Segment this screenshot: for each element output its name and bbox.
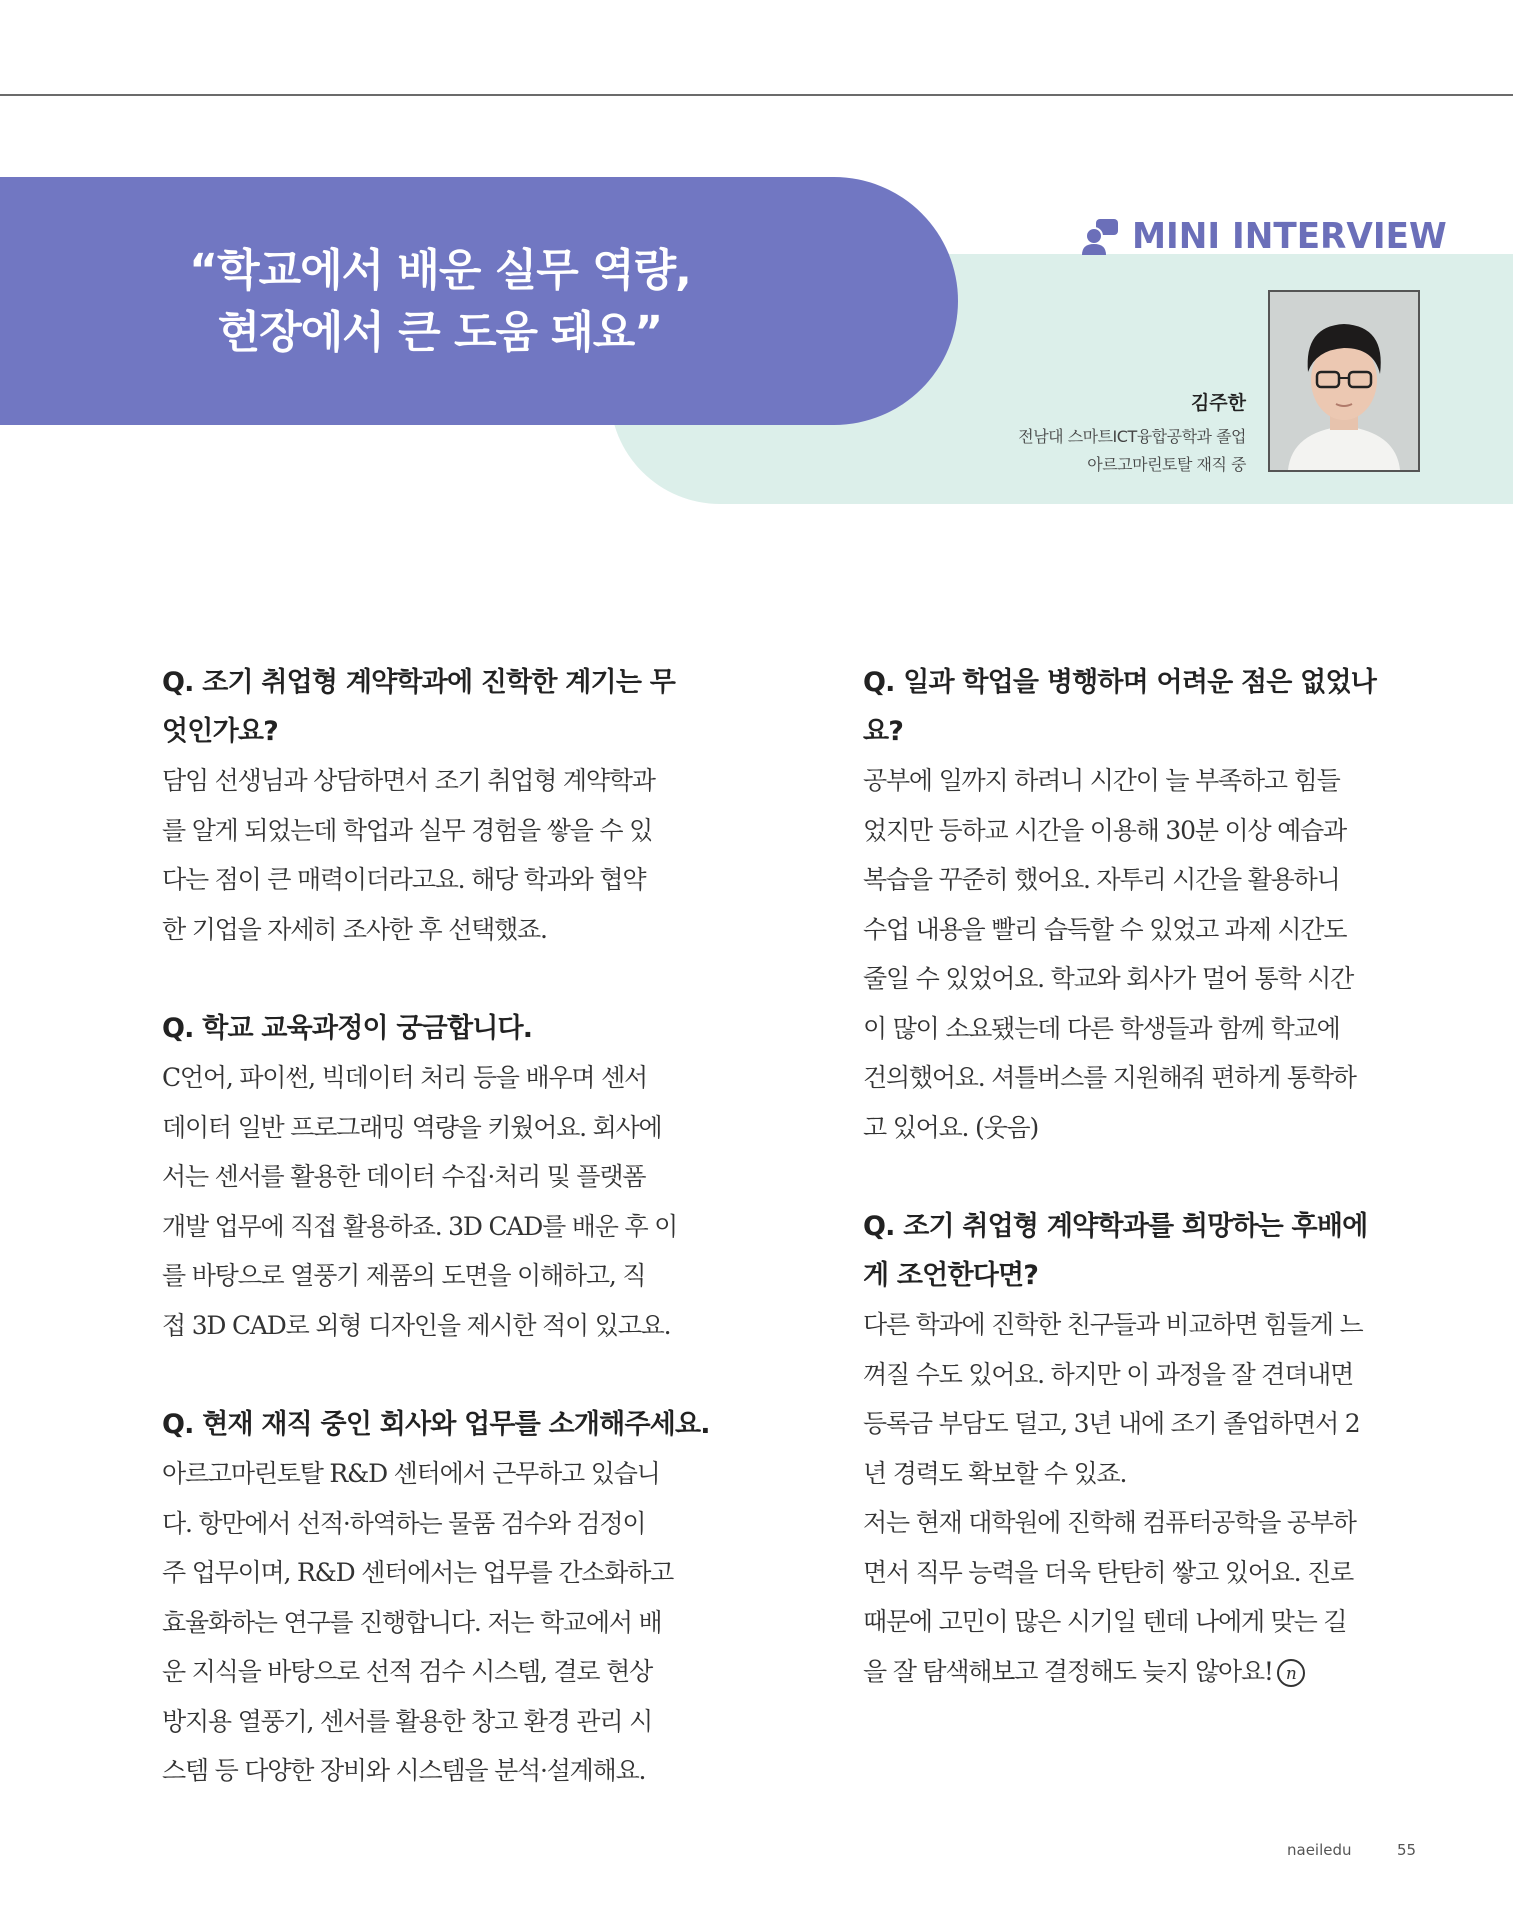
answer	[863, 1300, 1413, 1696]
qa-block	[162, 658, 712, 954]
question	[162, 1400, 712, 1449]
page-number: 55	[1397, 1841, 1417, 1859]
answer-line: 방지용 열풍기, 센서를 활용한 창고 환경 관리 시	[162, 1706, 653, 1736]
answer-line-text: 을 잘 탐색해보고 결정해도 늦지 않아요!	[863, 1656, 1273, 1686]
answer-line: 다는 점이 큰 매력이더라고요. 해당 학과와 협약	[162, 865, 646, 894]
answer	[863, 756, 1413, 1152]
answer-line: 때문에 고민이 많은 시기일 텐데 나에게 맞는 길	[863, 1607, 1347, 1636]
interviewee-name: 김주한	[1190, 392, 1246, 414]
answer-line: 었지만 등하교 시간을 이용해 30분 이상 예습과	[863, 815, 1346, 845]
question	[162, 658, 712, 756]
qa-block	[863, 1202, 1413, 1696]
profile-employment: 아르고마린토탈 재직 중	[1087, 455, 1246, 474]
question-line: 게 조언한다면?	[863, 1260, 1039, 1291]
answer-line: 스템 등 다양한 장비와 시스템을 분석·설계해요.	[162, 1756, 646, 1785]
profile-education: 전남대 스마트ICT융합공학과 졸업	[1018, 427, 1246, 446]
question-line: Q. 조기 취업형 계약학과를 희망하는 후배에	[863, 1211, 1368, 1242]
qa-block	[863, 658, 1413, 1152]
end-mark-icon: n	[1277, 1659, 1305, 1687]
question-line: 엇인가요?	[162, 716, 278, 747]
answer-line: 를 바탕으로 열풍기 제품의 도면을 이해하고, 직	[162, 1261, 646, 1290]
answer-line: 아르고마린토탈 R&D 센터에서 근무하고 있습니	[162, 1459, 660, 1488]
answer-line: 를 알게 되었는데 학업과 실무 경험을 쌓을 수 있	[162, 815, 653, 845]
section-title-text: MINI INTERVIEW	[1132, 216, 1447, 257]
question	[863, 1202, 1413, 1300]
right-column	[863, 658, 1413, 1696]
answer-line: C언어, 파이썬, 빅데이터 처리 등을 배우며 센서	[162, 1063, 648, 1092]
answer-line: 접 3D CAD로 외형 디자인을 제시한 적이 있고요.	[162, 1310, 671, 1340]
question-line: Q. 일과 학업을 병행하며 어려운 점은 없었나	[863, 667, 1377, 698]
qa-block	[162, 1004, 712, 1350]
answer-line: 건의했어요. 셔틀버스를 지원해줘 편하게 통학하	[863, 1063, 1356, 1092]
interviewee-photo	[1268, 290, 1420, 472]
question	[863, 658, 1413, 756]
quote-line-2: 현장에서 큰 도움 돼요”	[217, 307, 663, 358]
question-line: Q. 현재 재직 중인 회사와 업무를 소개해주세요.	[162, 1409, 710, 1440]
answer-line: 다. 항만에서 선적·하역하는 물품 검수와 검정이	[162, 1508, 646, 1538]
question-line: Q. 조기 취업형 계약학과에 진학한 계기는 무	[162, 667, 676, 698]
interview-people-icon	[1080, 217, 1122, 257]
answer-line: 줄일 수 있었어요. 학교와 회사가 멀어 통학 시간	[863, 964, 1354, 993]
answer-line: 운 지식을 바탕으로 선적 검수 시스템, 결로 현상	[162, 1657, 653, 1686]
answer-line: 서는 센서를 활용한 데이터 수집·처리 및 플랫폼	[162, 1162, 646, 1191]
answer-line: 면서 직무 능력을 더욱 탄탄히 쌓고 있어요. 진로	[863, 1557, 1354, 1587]
answer-line: 이 많이 소요됐는데 다른 학생들과 함께 학교에	[863, 1013, 1340, 1043]
question	[162, 1004, 712, 1053]
answer-line: 담임 선생님과 상담하면서 조기 취업형 계약학과	[162, 766, 655, 795]
answer-line: 년 경력도 확보할 수 있죠.	[863, 1458, 1127, 1488]
left-column	[162, 658, 712, 1796]
question-line: Q. 학교 교육과정이 궁금합니다.	[162, 1013, 533, 1044]
quote-line-1: “학교에서 배운 실무 역량,	[189, 245, 691, 296]
answer	[162, 1449, 712, 1796]
headline-quote	[110, 240, 770, 364]
answer-line: 한 기업을 자세히 조사한 후 선택했죠.	[162, 914, 547, 944]
answer-line: 등록금 부담도 덜고, 3년 내에 조기 졸업하면서 2	[863, 1409, 1360, 1438]
answer-line: 고 있어요. (웃음)	[863, 1112, 1039, 1142]
answer-line: 껴질 수도 있어요. 하지만 이 과정을 잘 견뎌내면	[863, 1359, 1354, 1389]
answer-line: 다른 학과에 진학한 친구들과 비교하면 힘들게 느	[863, 1310, 1363, 1339]
portrait-image	[1270, 292, 1418, 470]
interviewee-profile	[960, 388, 1246, 479]
qa-block	[162, 1400, 712, 1796]
answer-line: 데이터 일반 프로그래밍 역량을 키웠어요. 회사에	[162, 1112, 662, 1142]
answer-line: 효율화하는 연구를 진행합니다. 저는 학교에서 배	[162, 1607, 662, 1637]
answer-line	[863, 1647, 1413, 1697]
answer-line: 수업 내용을 빨리 습득할 수 있었고 과제 시간도	[863, 914, 1347, 944]
answer-line: 공부에 일까지 하려니 시간이 늘 부족하고 힘들	[863, 766, 1340, 795]
answer	[162, 1053, 712, 1350]
answer	[162, 756, 712, 954]
footer-magazine-name: naeiledu	[1287, 1841, 1352, 1859]
top-rule	[0, 94, 1513, 96]
question-line: 요?	[863, 716, 904, 747]
answer-line: 복습을 꾸준히 했어요. 자투리 시간을 활용하니	[863, 865, 1340, 894]
answer-line: 주 업무이며, R&D 센터에서는 업무를 간소화하고	[162, 1558, 674, 1587]
section-title	[1080, 216, 1463, 257]
answer-line: 저는 현재 대학원에 진학해 컴퓨터공학을 공부하	[863, 1508, 1356, 1537]
answer-line: 개발 업무에 직접 활용하죠. 3D CAD를 배운 후 이	[162, 1211, 678, 1241]
